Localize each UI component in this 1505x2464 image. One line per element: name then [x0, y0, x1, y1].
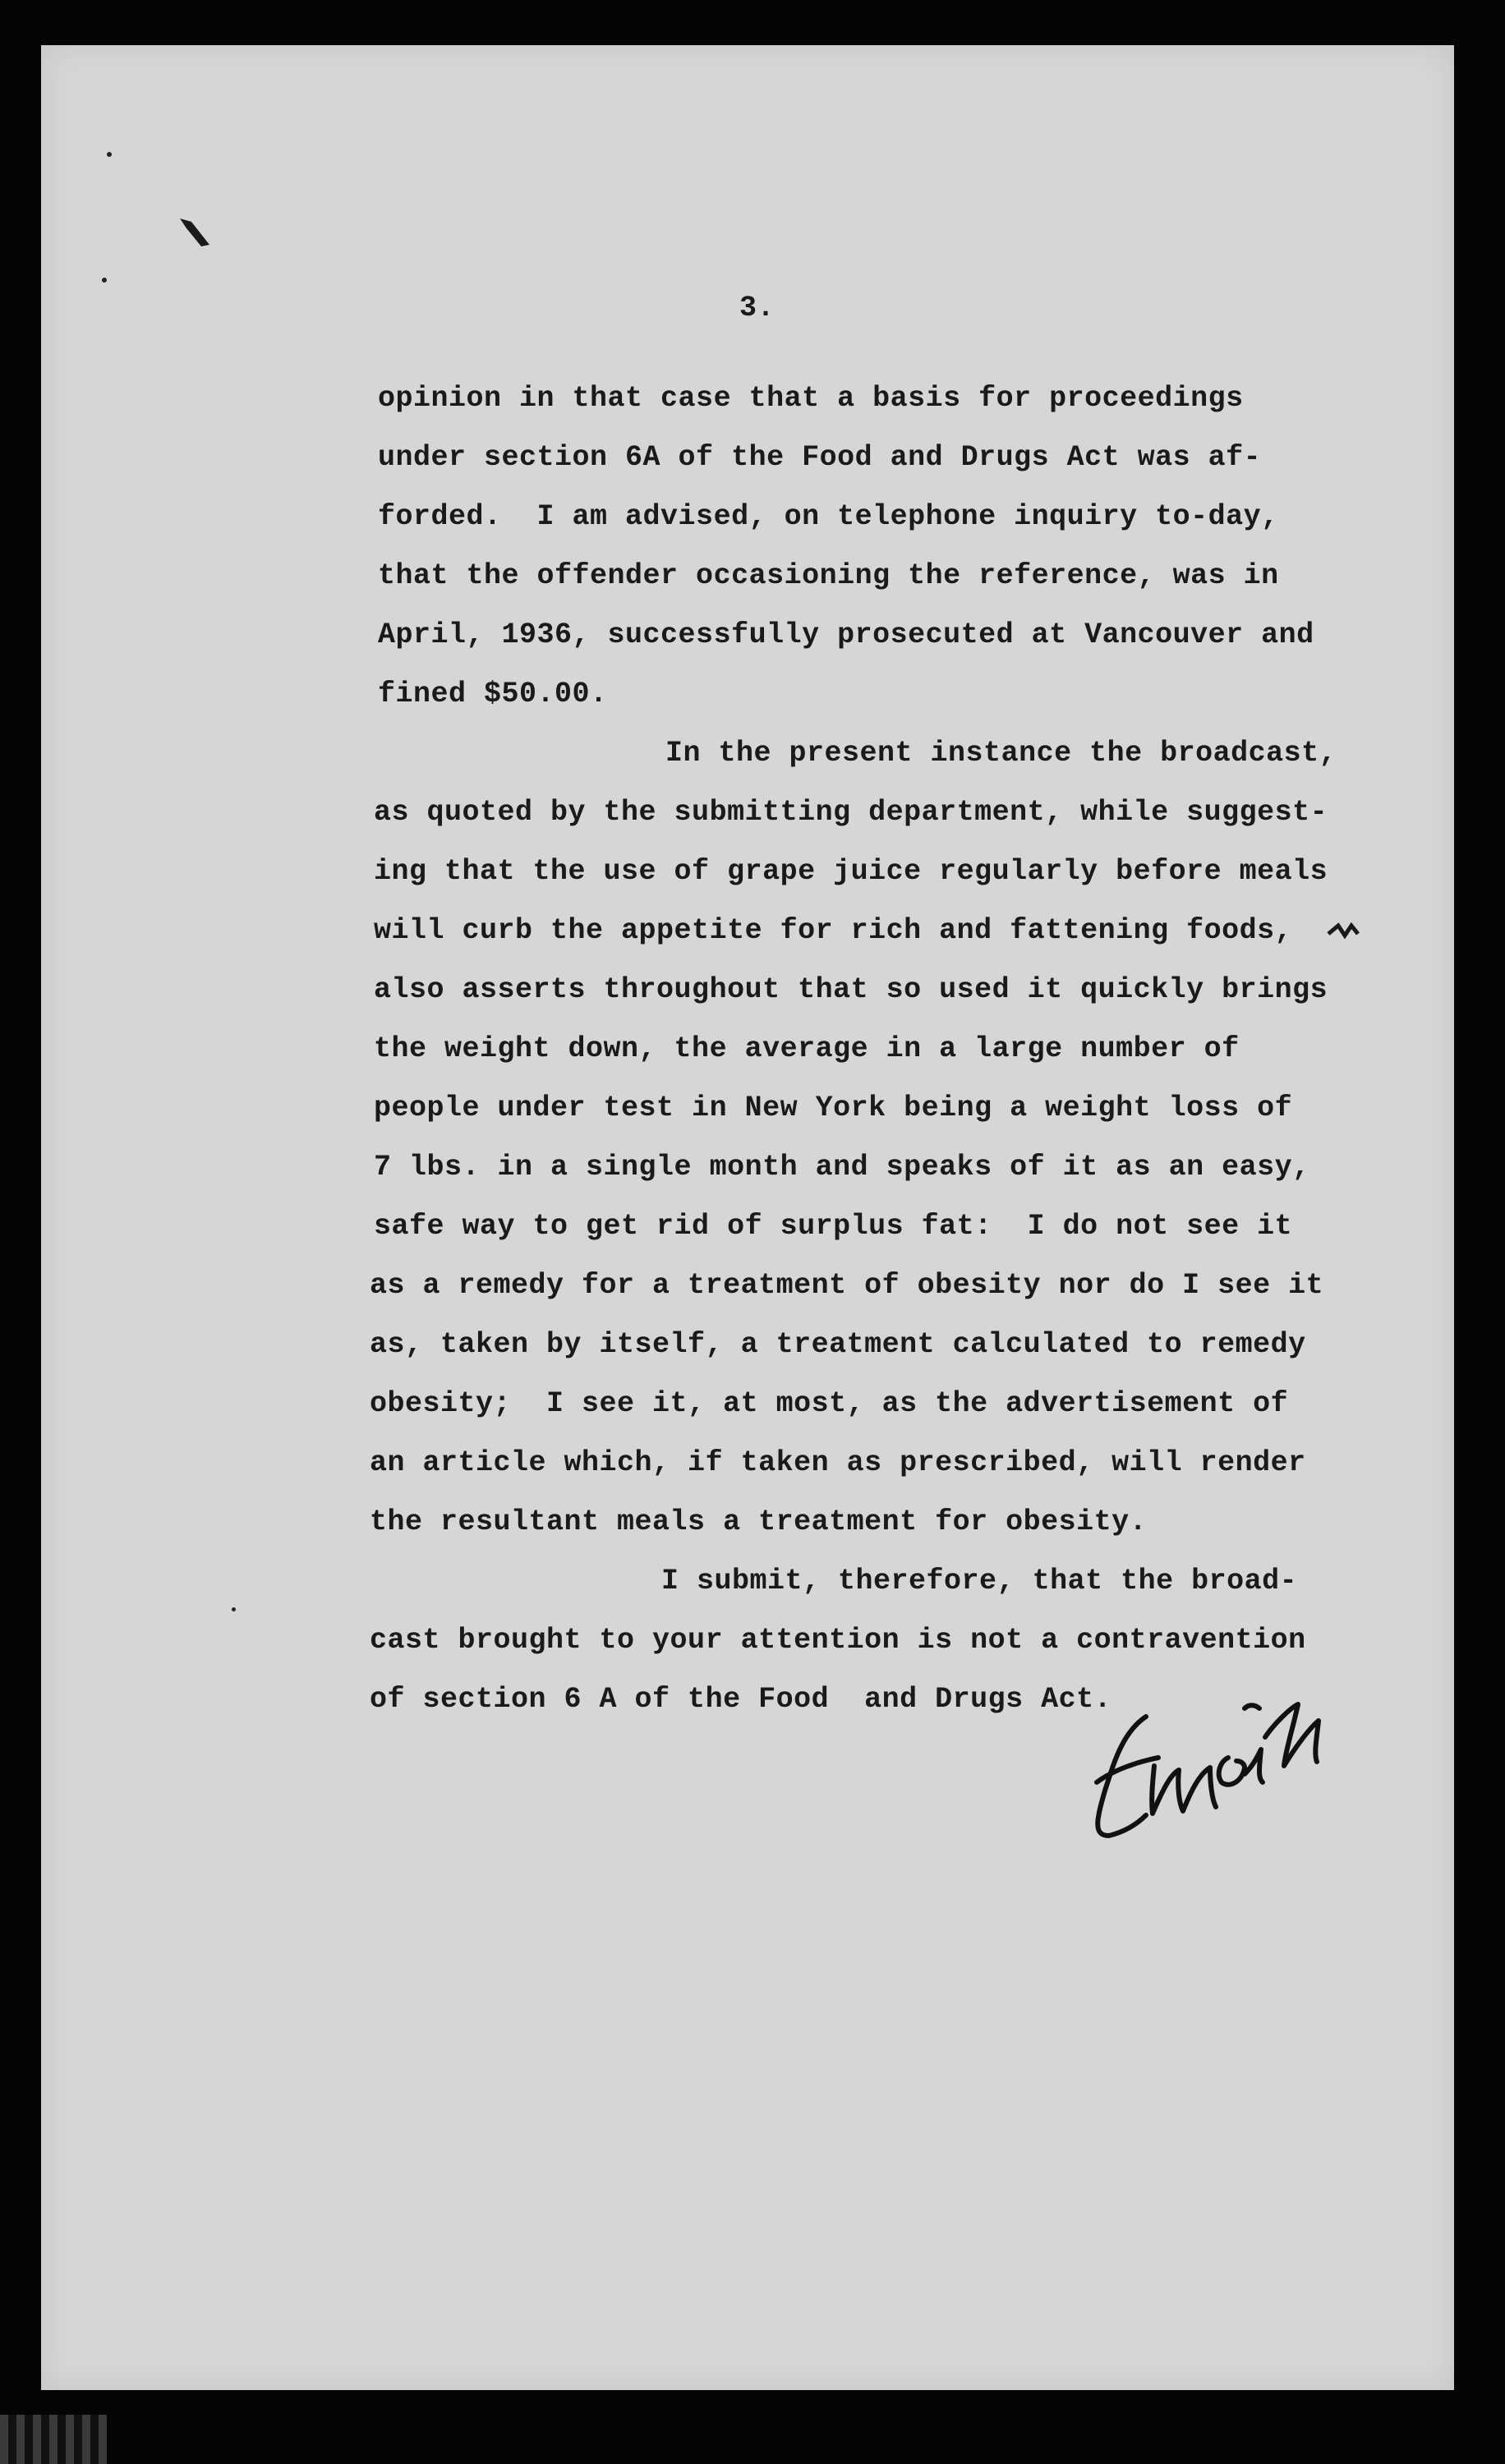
text-line: people under test in New York being a weight loss of — [374, 1092, 1293, 1124]
text-line: as quoted by the submitting department, while suggest- — [374, 796, 1328, 829]
strikeout-mark — [1327, 922, 1360, 940]
page-number: 3. — [739, 292, 776, 324]
text-line: as a remedy for a treatment of obesity nor do I see it — [370, 1269, 1324, 1302]
paper-speck — [102, 278, 107, 283]
text-line: cast brought to your attention is not a contravention — [370, 1624, 1306, 1657]
text-line: In the present instance the broadcast, — [665, 737, 1337, 770]
text-line: will curb the appetite for rich and fattening foods, — [374, 914, 1293, 947]
text-line: safe way to get rid of surplus fat: I do not see it — [374, 1210, 1293, 1243]
film-edge-strip — [0, 2415, 107, 2464]
document-page — [41, 45, 1454, 2390]
text-line: forded. I am advised, on telephone inquiry to-day, — [378, 500, 1279, 533]
text-line: also asserts throughout that so used it quickly brings — [374, 973, 1328, 1006]
text-line: April, 1936, successfully prosecuted at Vancouver and — [378, 618, 1314, 651]
text-line: the weight down, the average in a large number of — [374, 1032, 1240, 1065]
ink-blot — [177, 214, 214, 251]
text-line: as, taken by itself, a treatment calculated to remedy — [370, 1328, 1306, 1361]
text-line: opinion in that case that a basis for proceedings — [378, 382, 1244, 415]
text-line: fined $50.00. — [378, 678, 608, 710]
paper-speck — [232, 1607, 236, 1611]
text-line: that the offender occasioning the reference, was in — [378, 559, 1279, 592]
text-line: the resultant meals a treatment for obesity. — [370, 1506, 1148, 1538]
text-line: obesity; I see it, at most, as the advertisement of — [370, 1387, 1289, 1420]
text-line: of section 6 A of the Food and Drugs Act. — [370, 1683, 1112, 1716]
text-line: under section 6A of the Food and Drugs Act was af- — [378, 441, 1262, 474]
text-line: 7 lbs. in a single month and speaks of it as an easy, — [374, 1151, 1310, 1184]
text-line: I submit, therefore, that the broad- — [661, 1565, 1298, 1597]
text-line: an article which, if taken as prescribed, will render — [370, 1446, 1306, 1479]
handwritten-signature — [1047, 1659, 1368, 1856]
text-line: ing that the use of grape juice regularly before meals — [374, 855, 1328, 888]
paper-speck — [107, 152, 112, 157]
